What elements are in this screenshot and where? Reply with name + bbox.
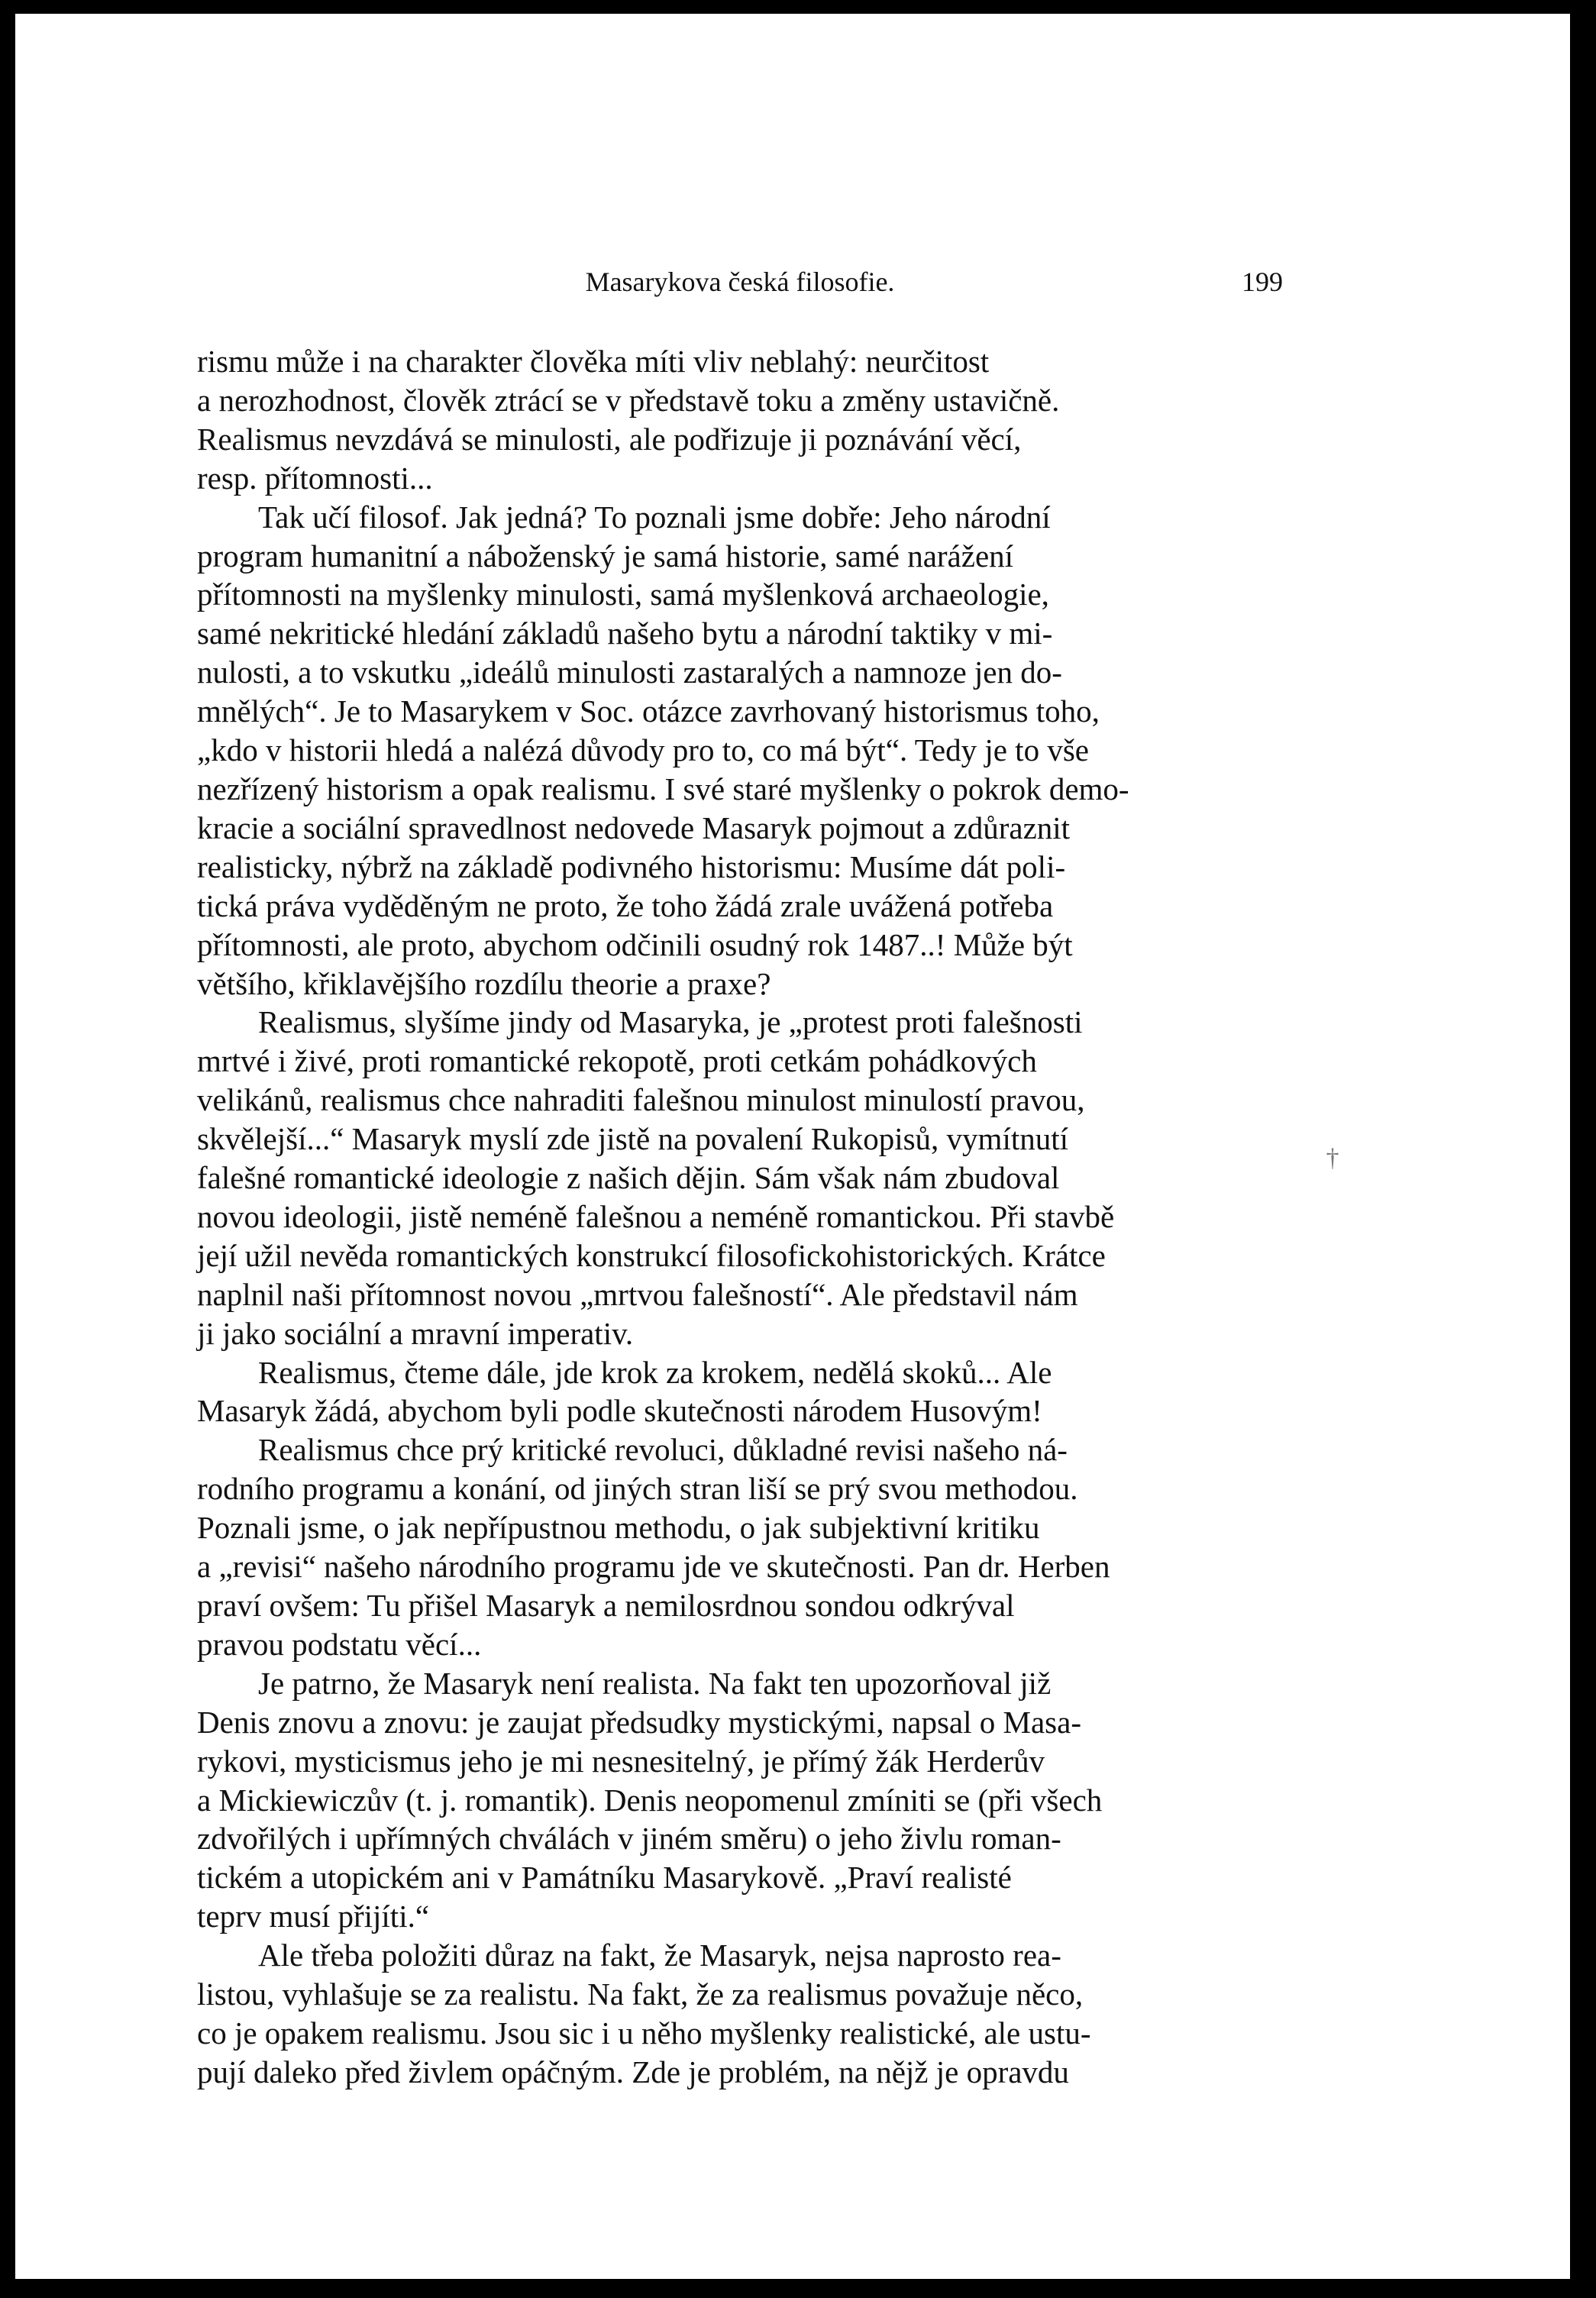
text-line: Realismus nevzdává se minulosti, ale podřizuje ji poznávání věcí, (197, 421, 1022, 457)
body-text (197, 342, 1283, 2092)
text-line: mrtvé i živé, proti romantické rekopotě, proti cetkám pohádkových (197, 1043, 1037, 1079)
text-line: tickém a utopickém ani v Památníku Masarykově. „Praví realisté (197, 1860, 1012, 1896)
text-line: a Mickiewiczův (t. j. romantik). Denis neopomenul zmíniti se (při všech (197, 1782, 1103, 1818)
text-line: Poznali jsme, o jak nepřípustnou methodu, o jak subjektivní kritiku (197, 1510, 1040, 1546)
text-line: zdvořilých i upřímných chválách v jiném směru) o jeho živlu roman- (197, 1821, 1061, 1857)
text-line: co je opakem realismu. Jsou sic i u něho myšlenky realistické, ale ustu- (197, 2015, 1091, 2051)
text-line: naplnil naši přítomnost novou „mrtvou falešností“. Ale představil nám (197, 1276, 1078, 1312)
text-line: její užil nevěda romantických konstrukcí filosofickohistorických. Krátce (197, 1237, 1106, 1273)
text-line: kracie a sociální spravedlnost nedovede Masaryk pojmout a zdůraznit (197, 810, 1071, 845)
text-line: Realismus chce prý kritické revoluci, důkladné revisi našeho ná- (258, 1432, 1068, 1468)
text-line: falešné romantické ideologie z našich dějin. Sám však nám zbudoval (197, 1160, 1060, 1196)
paragraph-3 (197, 1003, 1283, 1353)
text-line: pují daleko před živlem opáčným. Zde je problém, na nějž je opravdu (197, 2054, 1069, 2090)
text-line: skvělejší...“ Masaryk myslí zde jistě na povalení Rukopisů, vymítnutí (197, 1121, 1069, 1157)
text-line: Realismus, čteme dále, jde krok za krokem, nedělá skoků... Ale (258, 1354, 1052, 1390)
text-line: přítomnosti, ale proto, abychom odčinili osudný rok 1487..! Může být (197, 926, 1073, 962)
text-line: „kdo v historii hledá a nalézá důvody pro to, co má být“. Tedy je to vše (197, 732, 1089, 768)
text-line: Realismus, slyšíme jindy od Masaryka, je „protest proti falešnosti (258, 1004, 1083, 1040)
margin-mark (1324, 1136, 1341, 1181)
text-line: a nerozhodnost, člověk ztrácí se v představě toku a změny ustavičně. (197, 382, 1060, 418)
text-line: listou, vyhlašuje se za realistu. Na fakt, že za realismus považuje něco, (197, 1976, 1084, 2012)
text-line: rodního programu a konání, od jiných stran liší se prý svou methodou. (197, 1471, 1078, 1507)
paragraph-7 (197, 1936, 1283, 2092)
text-line: a „revisi“ našeho národního programu jde ve skutečnosti. Pan dr. Herben (197, 1549, 1110, 1585)
text-line: tická práva vyděděným ne proto, že toho žádá zrale uvážená potřeba (197, 887, 1054, 923)
text-line: Ale třeba položiti důraz na fakt, že Masaryk, nejsa naprosto rea- (258, 1938, 1061, 1973)
page-header (197, 266, 1283, 309)
text-line: nulosti, a to vskutku „ideálů minulosti zastaralých a namnoze jen do- (197, 654, 1062, 690)
paragraph-4 (197, 1353, 1283, 1431)
text-line: přítomnosti na myšlenky minulosti, samá myšlenková archaeologie, (197, 577, 1049, 612)
text-line: teprv musí přijíti.“ (197, 1899, 430, 1934)
text-line: většího, křiklavějšího rozdílu theorie a praxe? (197, 965, 771, 1001)
text-line: mnělých“. Je to Masarykem v Soc. otázce zavrhovaný historismus toho, (197, 693, 1100, 729)
text-line: pravou podstatu věcí... (197, 1626, 482, 1662)
paragraph-1 (197, 342, 1283, 498)
text-line: ji jako sociální a mravní imperativ. (197, 1315, 634, 1351)
text-line: praví ovšem: Tu přišel Masaryk a nemilosrdnou sondou odkrýval (197, 1588, 1015, 1623)
text-line: nezřízený historism a opak realismu. I své staré myšlenky o pokrok demo- (197, 771, 1129, 806)
text-line: velikánů, realismus chce nahraditi falešnou minulost minulostí pravou, (197, 1082, 1085, 1118)
text-line: Masaryk žádá, abychom byli podle skutečnosti národem Husovým! (197, 1393, 1042, 1429)
text-line: realisticky, nýbrž na základě podivného historismu: Musíme dát poli- (197, 848, 1066, 884)
page-number: 199 (1242, 267, 1283, 297)
paragraph-5 (197, 1430, 1283, 1663)
text-line: Denis znovu a znovu: je zaujat předsudky mystickými, napsal o Masa- (197, 1704, 1081, 1740)
paragraph-2 (197, 498, 1283, 1004)
paragraph-6 (197, 1664, 1283, 1936)
text-line: program humanitní a náboženský je samá historie, samé narážení (197, 538, 1014, 574)
text-line: Tak učí filosof. Jak jedná? To poznali jsme dobře: Jeho národní (258, 499, 1051, 535)
running-title: Masarykova česká filosofie. (585, 267, 895, 297)
text-line: rismu může i na charakter člověka míti vliv neblahý: neurčitost (197, 344, 990, 379)
text-line: Je patrno, že Masaryk není realista. Na fakt ten upozorňoval již (258, 1665, 1052, 1701)
text-line: rykovi, mysticismus jeho je mi nesnesitelný, je přímý žák Herderův (197, 1743, 1045, 1779)
text-line: samé nekritické hledání základů našeho bytu a národní taktiky v mi- (197, 616, 1053, 651)
text-line: novou ideologii, jistě neméně falešnou a neméně romantickou. Při stavbě (197, 1198, 1115, 1234)
text-line: resp. přítomnosti... (197, 460, 433, 496)
